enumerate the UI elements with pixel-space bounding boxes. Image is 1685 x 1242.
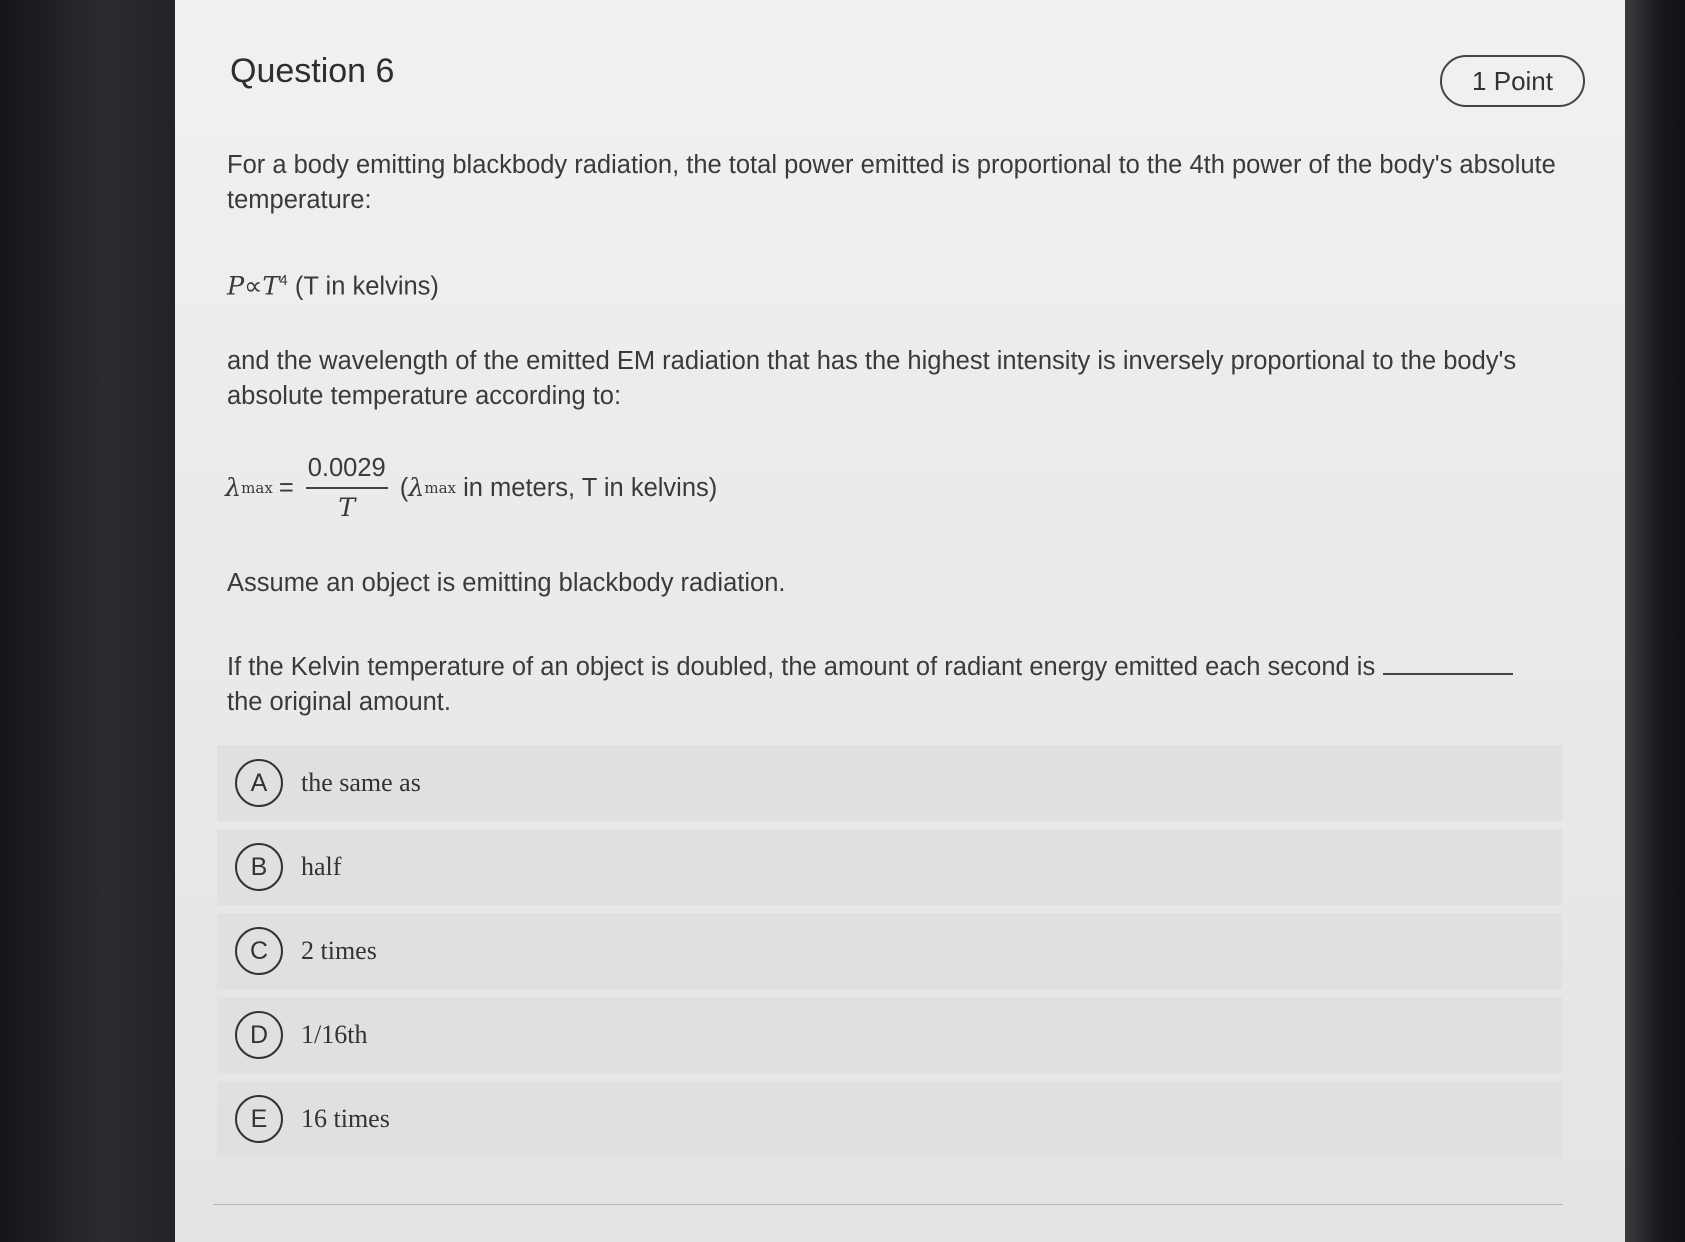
bottom-divider — [213, 1204, 1563, 1205]
eq1-exponent: 4 — [279, 272, 288, 289]
option-a-letter: A — [235, 759, 283, 807]
prompt-after: the original amount. — [227, 688, 451, 716]
option-c-letter: C — [235, 927, 283, 975]
option-d-letter: D — [235, 1011, 283, 1059]
option-a[interactable] — [217, 745, 1562, 821]
eq2-note-open: ( — [399, 473, 409, 502]
option-b[interactable] — [217, 829, 1562, 905]
eq1-var: T — [262, 271, 280, 302]
eq2-sub: max — [241, 479, 273, 497]
eq2-note-sub: max — [424, 479, 457, 497]
question-middle: and the wavelength of the emitted EM radiation that has the highest intensity is inversely proportional to the body's absolute temperature according to: — [227, 347, 1517, 410]
option-b-letter: B — [235, 843, 283, 891]
option-e-letter: E — [235, 1095, 283, 1143]
proportional-symbol: ∝ — [244, 272, 263, 301]
eq2-lambda: λ — [225, 473, 242, 503]
option-d-text: 1/16th — [301, 1020, 368, 1049]
eq2-fraction — [306, 454, 388, 523]
eq2-note-lambda: λ — [408, 473, 425, 503]
wien-equation — [225, 448, 717, 528]
device-bezel-right — [1625, 0, 1685, 1242]
option-c[interactable] — [217, 913, 1562, 989]
device-bezel-left — [0, 0, 190, 1242]
eq2-denominator: T — [338, 492, 356, 523]
eq2-equals: = — [278, 473, 294, 502]
power-equation — [227, 263, 1567, 305]
eq1-lhs: P — [227, 271, 245, 302]
option-e[interactable] — [217, 1081, 1562, 1157]
eq2-note-rest: in meters, T in kelvins) — [456, 473, 718, 502]
quiz-screen — [175, 0, 1625, 1242]
question-prompt — [227, 650, 1567, 720]
question-assume: Assume an object is emitting blackbody radiation. — [227, 569, 786, 597]
option-e-text: 16 times — [301, 1104, 390, 1133]
question-intro: For a body emitting blackbody radiation, the total power emitted is proportional to the 4th power of the body's absolute temperature: — [227, 151, 1556, 214]
prompt-before: If the Kelvin temperature of an object is doubled, the amount of radiant energy emitted each second is — [227, 653, 1376, 681]
option-b-text: half — [301, 852, 342, 881]
eq2-numerator: 0.0029 — [306, 454, 388, 489]
answer-options — [217, 745, 1562, 1165]
eq1-note: (T in kelvins) — [294, 272, 439, 301]
option-c-text: 2 times — [301, 936, 377, 965]
option-a-text: the same as — [301, 768, 421, 797]
points-badge: 1 Point — [1440, 55, 1585, 107]
question-title: Question 6 — [230, 52, 395, 90]
answer-blank — [1383, 651, 1513, 675]
option-d[interactable] — [217, 997, 1562, 1073]
